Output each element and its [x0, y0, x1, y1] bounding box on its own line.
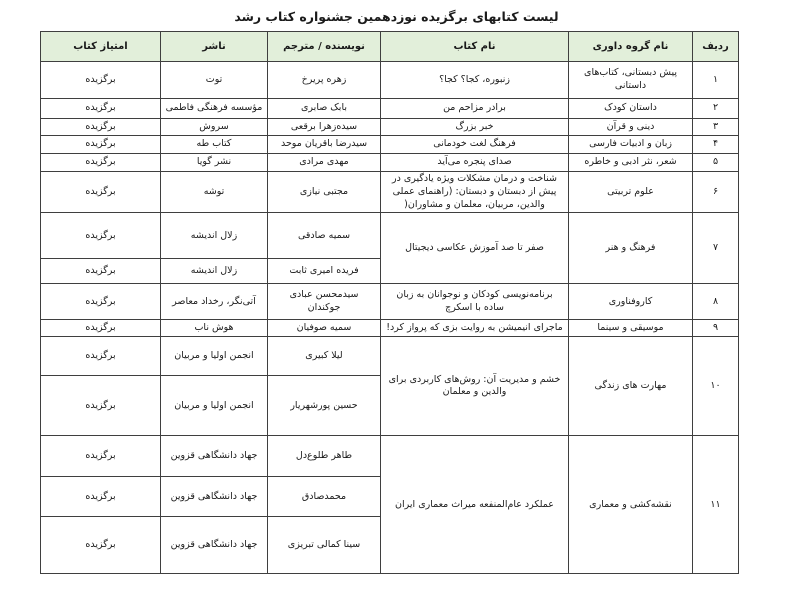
row-number-cell: ۷: [693, 213, 739, 284]
jury-group-cell: علوم تربیتی: [569, 172, 693, 213]
books-table: [40, 31, 739, 574]
row-number-cell: ۳: [693, 119, 739, 136]
publisher-cell: سروش: [161, 119, 268, 136]
publisher-cell: زلال اندیشه: [161, 259, 268, 284]
publisher-cell: نشر گویا: [161, 154, 268, 172]
score-cell: برگزیده: [41, 154, 161, 172]
row-number-cell: ۴: [693, 136, 739, 154]
publisher-cell: جهاد دانشگاهی قزوین: [161, 436, 268, 477]
table-row: [41, 154, 739, 172]
header-row-number: ردیف: [693, 32, 739, 62]
publisher-cell: انجمن اولیا و مربیان: [161, 376, 268, 436]
book-name-cell: صدای پنجره می‌آید: [381, 154, 569, 172]
row-number-cell: ۱۱: [693, 436, 739, 574]
header-score: امتیاز کتاب: [41, 32, 161, 62]
header-jury-group: نام گروه داوری: [569, 32, 693, 62]
jury-group-cell: فرهنگ و هنر: [569, 213, 693, 284]
author-cell: سمیه صادقی: [268, 213, 381, 259]
author-cell: حسین پورشهریار: [268, 376, 381, 436]
publisher-cell: توشه: [161, 172, 268, 213]
score-cell: برگزیده: [41, 259, 161, 284]
table-header-row: [41, 32, 739, 62]
publisher-cell: جهاد دانشگاهی قزوین: [161, 477, 268, 517]
jury-group-cell: مهارت های زندگی: [569, 337, 693, 436]
book-name-cell: شناخت و درمان مشکلات ویژه یادگیری در پیش از دبستان و دبستان: (راهنمای عملی والدین، مربیان، معلمان و مشاوران(: [381, 172, 569, 213]
header-book-name: نام کتاب: [381, 32, 569, 62]
score-cell: برگزیده: [41, 136, 161, 154]
score-cell: برگزیده: [41, 99, 161, 119]
publisher-cell: هوش ناب: [161, 320, 268, 337]
publisher-cell: زلال اندیشه: [161, 213, 268, 259]
table-row: [41, 436, 739, 477]
book-name-cell: صفر تا صد آموزش عکاسی دیجیتال: [381, 213, 569, 284]
table-row: [41, 337, 739, 376]
book-name-cell: خبر بزرگ: [381, 119, 569, 136]
book-name-cell: زنبوره، کجا؟ کجا؟: [381, 62, 569, 99]
author-cell: زهره پریرخ: [268, 62, 381, 99]
author-cell: لیلا کبیری: [268, 337, 381, 376]
jury-group-cell: کاروفناوری: [569, 284, 693, 320]
jury-group-cell: زبان و ادبیات فارسی: [569, 136, 693, 154]
table-row: [41, 99, 739, 119]
row-number-cell: ۱۰: [693, 337, 739, 436]
book-name-cell: برنامه‌نویسی کودکان و نوجوانان به زبان ساده با اسکرچ: [381, 284, 569, 320]
score-cell: برگزیده: [41, 284, 161, 320]
book-name-cell: خشم و مدیریت آن: روش‌های کاربردی برای والدین و معلمان: [381, 337, 569, 436]
table-row: [41, 119, 739, 136]
score-cell: برگزیده: [41, 436, 161, 477]
row-number-cell: ۹: [693, 320, 739, 337]
publisher-cell: توت: [161, 62, 268, 99]
score-cell: برگزیده: [41, 172, 161, 213]
score-cell: برگزیده: [41, 376, 161, 436]
score-cell: برگزیده: [41, 337, 161, 376]
score-cell: برگزیده: [41, 213, 161, 259]
publisher-cell: مؤسسه فرهنگی فاطمی: [161, 99, 268, 119]
book-name-cell: برادر مزاحم من: [381, 99, 569, 119]
row-number-cell: ۸: [693, 284, 739, 320]
author-cell: مجتبی نیازی: [268, 172, 381, 213]
author-cell: سیده‌زهرا برقعی: [268, 119, 381, 136]
jury-group-cell: دینی و قرآن: [569, 119, 693, 136]
publisher-cell: کتاب طه: [161, 136, 268, 154]
author-cell: مهدی مرادی: [268, 154, 381, 172]
author-cell: محمدصادق: [268, 477, 381, 517]
publisher-cell: آتی‌نگر، رخداد معاصر: [161, 284, 268, 320]
row-number-cell: ۶: [693, 172, 739, 213]
score-cell: برگزیده: [41, 477, 161, 517]
jury-group-cell: داستان کودک: [569, 99, 693, 119]
author-cell: سمیه صوفیان: [268, 320, 381, 337]
header-author: نویسنده / مترجم: [268, 32, 381, 62]
author-cell: طاهر طلوع‌دل: [268, 436, 381, 477]
score-cell: برگزیده: [41, 119, 161, 136]
author-cell: سیدرضا باقریان موحد: [268, 136, 381, 154]
score-cell: برگزیده: [41, 62, 161, 99]
table-row: [41, 284, 739, 320]
score-cell: برگزیده: [41, 320, 161, 337]
row-number-cell: ۱: [693, 62, 739, 99]
book-name-cell: عملکرد عام‌المنفعه میراث معماری ایران: [381, 436, 569, 574]
jury-group-cell: نقشه‌کشی و معماری: [569, 436, 693, 574]
publisher-cell: انجمن اولیا و مربیان: [161, 337, 268, 376]
author-cell: سینا کمالی تبریزی: [268, 517, 381, 574]
page-title: لیست کتابهای برگزیده نوزدهمین جشنواره کتاب رشد: [234, 9, 559, 24]
jury-group-cell: پیش دبستانی، کتاب‌های داستانی: [569, 62, 693, 99]
table-row: [41, 172, 739, 213]
book-name-cell: ماجرای انیمیشن به روایت بزی که پرواز کرد!: [381, 320, 569, 337]
author-cell: فریده امیری ثابت: [268, 259, 381, 284]
author-cell: سیدمحسن عبادی جوکندان: [268, 284, 381, 320]
jury-group-cell: شعر، نثر ادبی و خاطره: [569, 154, 693, 172]
row-number-cell: ۵: [693, 154, 739, 172]
table-row: [41, 136, 739, 154]
author-cell: بابک صابری: [268, 99, 381, 119]
row-number-cell: ۲: [693, 99, 739, 119]
header-publisher: ناشر: [161, 32, 268, 62]
table-row: [41, 213, 739, 259]
table-row: [41, 320, 739, 337]
book-name-cell: فرهنگ لغت خودمانی: [381, 136, 569, 154]
score-cell: برگزیده: [41, 517, 161, 574]
jury-group-cell: موسیقی و سینما: [569, 320, 693, 337]
table-row: [41, 62, 739, 99]
publisher-cell: جهاد دانشگاهی قزوین: [161, 517, 268, 574]
